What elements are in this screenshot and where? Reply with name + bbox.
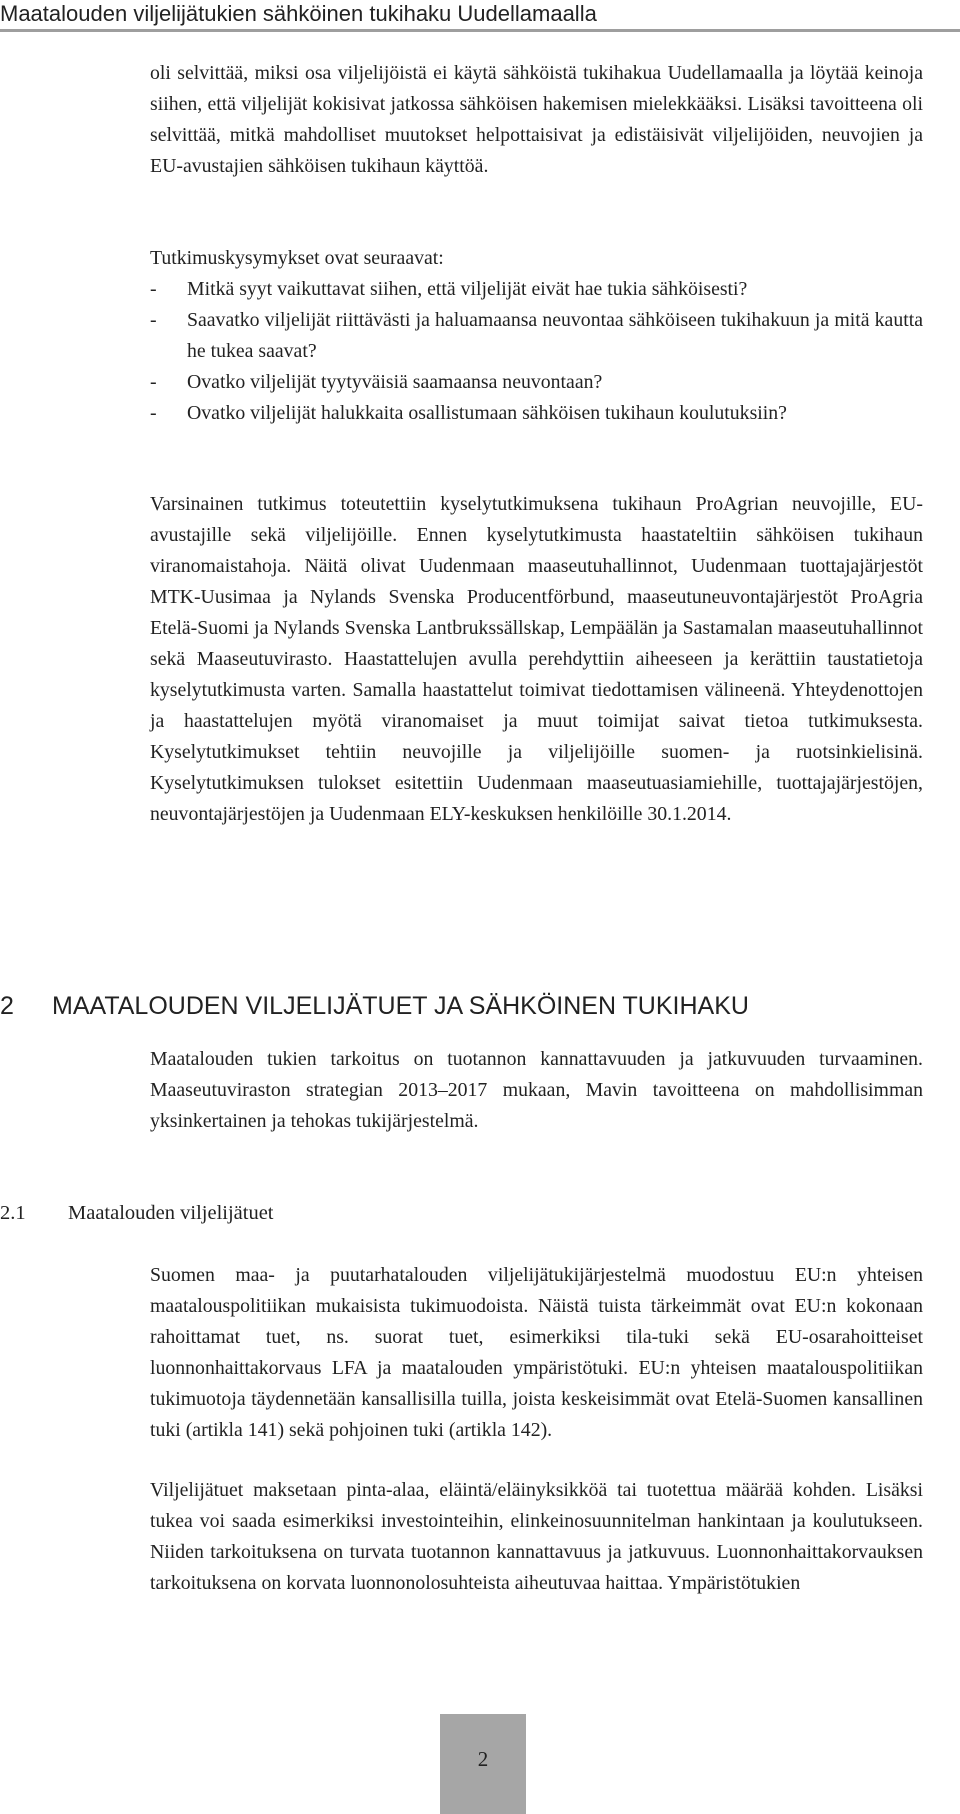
intro-paragraph [150,58,923,182]
list-dash: - [150,278,157,300]
method-paragraph [150,489,923,830]
section-2-1-number: 2.1 [0,1202,26,1224]
page-number-box [440,1714,526,1814]
list-dash: - [150,309,157,331]
section-2-1-paragraph-2 [150,1475,923,1599]
section-2-paragraph-text: Maatalouden tukien tarkoitus on tuotannon kannattavuuden ja jatkuvuuden turvaaminen. Maaseutuviraston strategian 2013–2017 mukaan, Mavin tavoitteena on mahdollisimman yksinkertainen ja tehokas tukijärjestelmä. [150,1048,923,1132]
running-header [0,0,960,28]
section-2-number: 2 [0,992,14,1020]
running-header-title: Maatalouden viljelijätukien sähköinen tukihaku Uudellamaalla [0,1,597,26]
header-rule [0,29,960,32]
list-item-text: Mitkä syyt vaikuttavat siihen, että viljelijät eivät hae tukia sähköisesti? [187,278,748,300]
list-item [150,367,923,398]
section-2-1-paragraph-1 [150,1260,923,1446]
method-paragraph-text: Varsinainen tutkimus toteutettiin kyselytutkimuksena tukihaun ProAgrian neuvojille, EU-avustajille sekä viljelijöille. Ennen kyselytutkimusta haastateltiin sähköisen tukihaun viranomaistahoja. Näitä olivat Uudenmaan maaseutuhallinnot, Uudenmaan tuottajajärjestöt MTK-Uusimaa ja Nylands Svenska Producentförbund, maaseutuneuvontajärjestöt ProAgria Etelä-Suomi ja Nylands Svenska Lantbrukssällskap, Lempäälän ja Sastamalan maaseutuhallinnot sekä Maaseutuvirasto. Haastattelujen avulla perehdyttiin aiheeseen ja kerättiin taustatietoja kyselytutkimusta varten. Samalla haastattelut toimivat tiedottamisen välineenä. Yhteydenottojen ja haastattelujen myötä viranomaiset ja muut toimijat saivat tietoa tutkimuksesta. Kyselytutkimukset tehtiin neuvojille ja viljelijöille suomen- ja ruotsinkielisinä. Kyselytutkimuksen tulokset esitettiin Uudenmaan maaseutuasiamiehille, tuottajajärjestöjen, neuvontajärjestöjen ja Uudenmaan ELY-keskuksen henkilöille 30.1.2014. [150,493,923,825]
list-dash: - [150,371,157,393]
intro-paragraph-text: oli selvittää, miksi osa viljelijöistä ei käytä sähköistä tukihakua Uudellamaalla ja löytää keinoja siihen, että viljelijät kokisivat jatkossa sähköisen hakemisen mielekkääksi. Lisäksi tavoitteena oli selvittää, mitkä mahdolliset muutokset helpottaisivat ja edistäisivät viljelijöiden, neuvojien ja EU-avustajien sähköisen tukihaun käyttöä. [150,62,923,177]
section-2-title: MAATALOUDEN VILJELIJÄTUET JA SÄHKÖINEN TUKIHAKU [52,992,749,1020]
section-2-1-paragraph-2-text: Viljelijätuet maksetaan pinta-alaa, eläintä/eläinyksikköä tai tuotettua määrää kohden. Lisäksi tukea voi saada esimerkiksi investointeihin, elinkeinosuunnitelman hankintaan ja koulutukseen. Niiden tarkoituksena on turvata tuotannon kannattavuus ja jatkuvuus. Luonnonhaittakorvauksen tarkoituksena on korvata luonnonolosuhteista aiheutuvaa haittaa. Ympäristötukien [150,1479,923,1594]
list-item [150,398,923,429]
research-questions-intro-text: Tutkimuskysymykset ovat seuraavat: [150,247,444,269]
section-2-1-title: Maatalouden viljelijätuet [68,1202,274,1224]
list-item-text: Saavatko viljelijät riittävästi ja haluamaansa neuvontaa sähköiseen tukihakuun ja mitä kautta he tukea saavat? [187,309,923,362]
research-questions-intro [150,243,923,274]
list-item-text: Ovatko viljelijät halukkaita osallistumaan sähköisen tukihaun koulutuksiin? [187,402,787,424]
list-item [150,305,923,367]
list-item [150,274,923,305]
page-number: 2 [477,1747,489,1771]
list-dash: - [150,402,157,424]
list-item-text: Ovatko viljelijät tyytyväisiä saamaansa neuvontaan? [187,371,603,393]
section-2-1-paragraph-1-text: Suomen maa- ja puutarhatalouden viljelijätukijärjestelmä muodostuu EU:n yhteisen maatalouspolitiikan mukaisista tukimuodoista. Näistä tuista tärkeimmät ovat EU:n kokonaan rahoittamat tuet, ns. suorat tuet, esimerkiksi tila-tuki sekä EU-osarahoitteiset luonnonhaittakorvaus LFA ja maatalouden ympäristötuki. EU:n yhteisen maatalouspolitiikan tukimuotoja täydennetään kansallisilla tuilla, joista keskeisimmät ovat Etelä-Suomen kansallinen tuki (artikla 141) sekä pohjoinen tuki (artikla 142). [150,1264,923,1441]
research-questions-list [150,274,923,429]
section-2-paragraph [150,1044,923,1137]
